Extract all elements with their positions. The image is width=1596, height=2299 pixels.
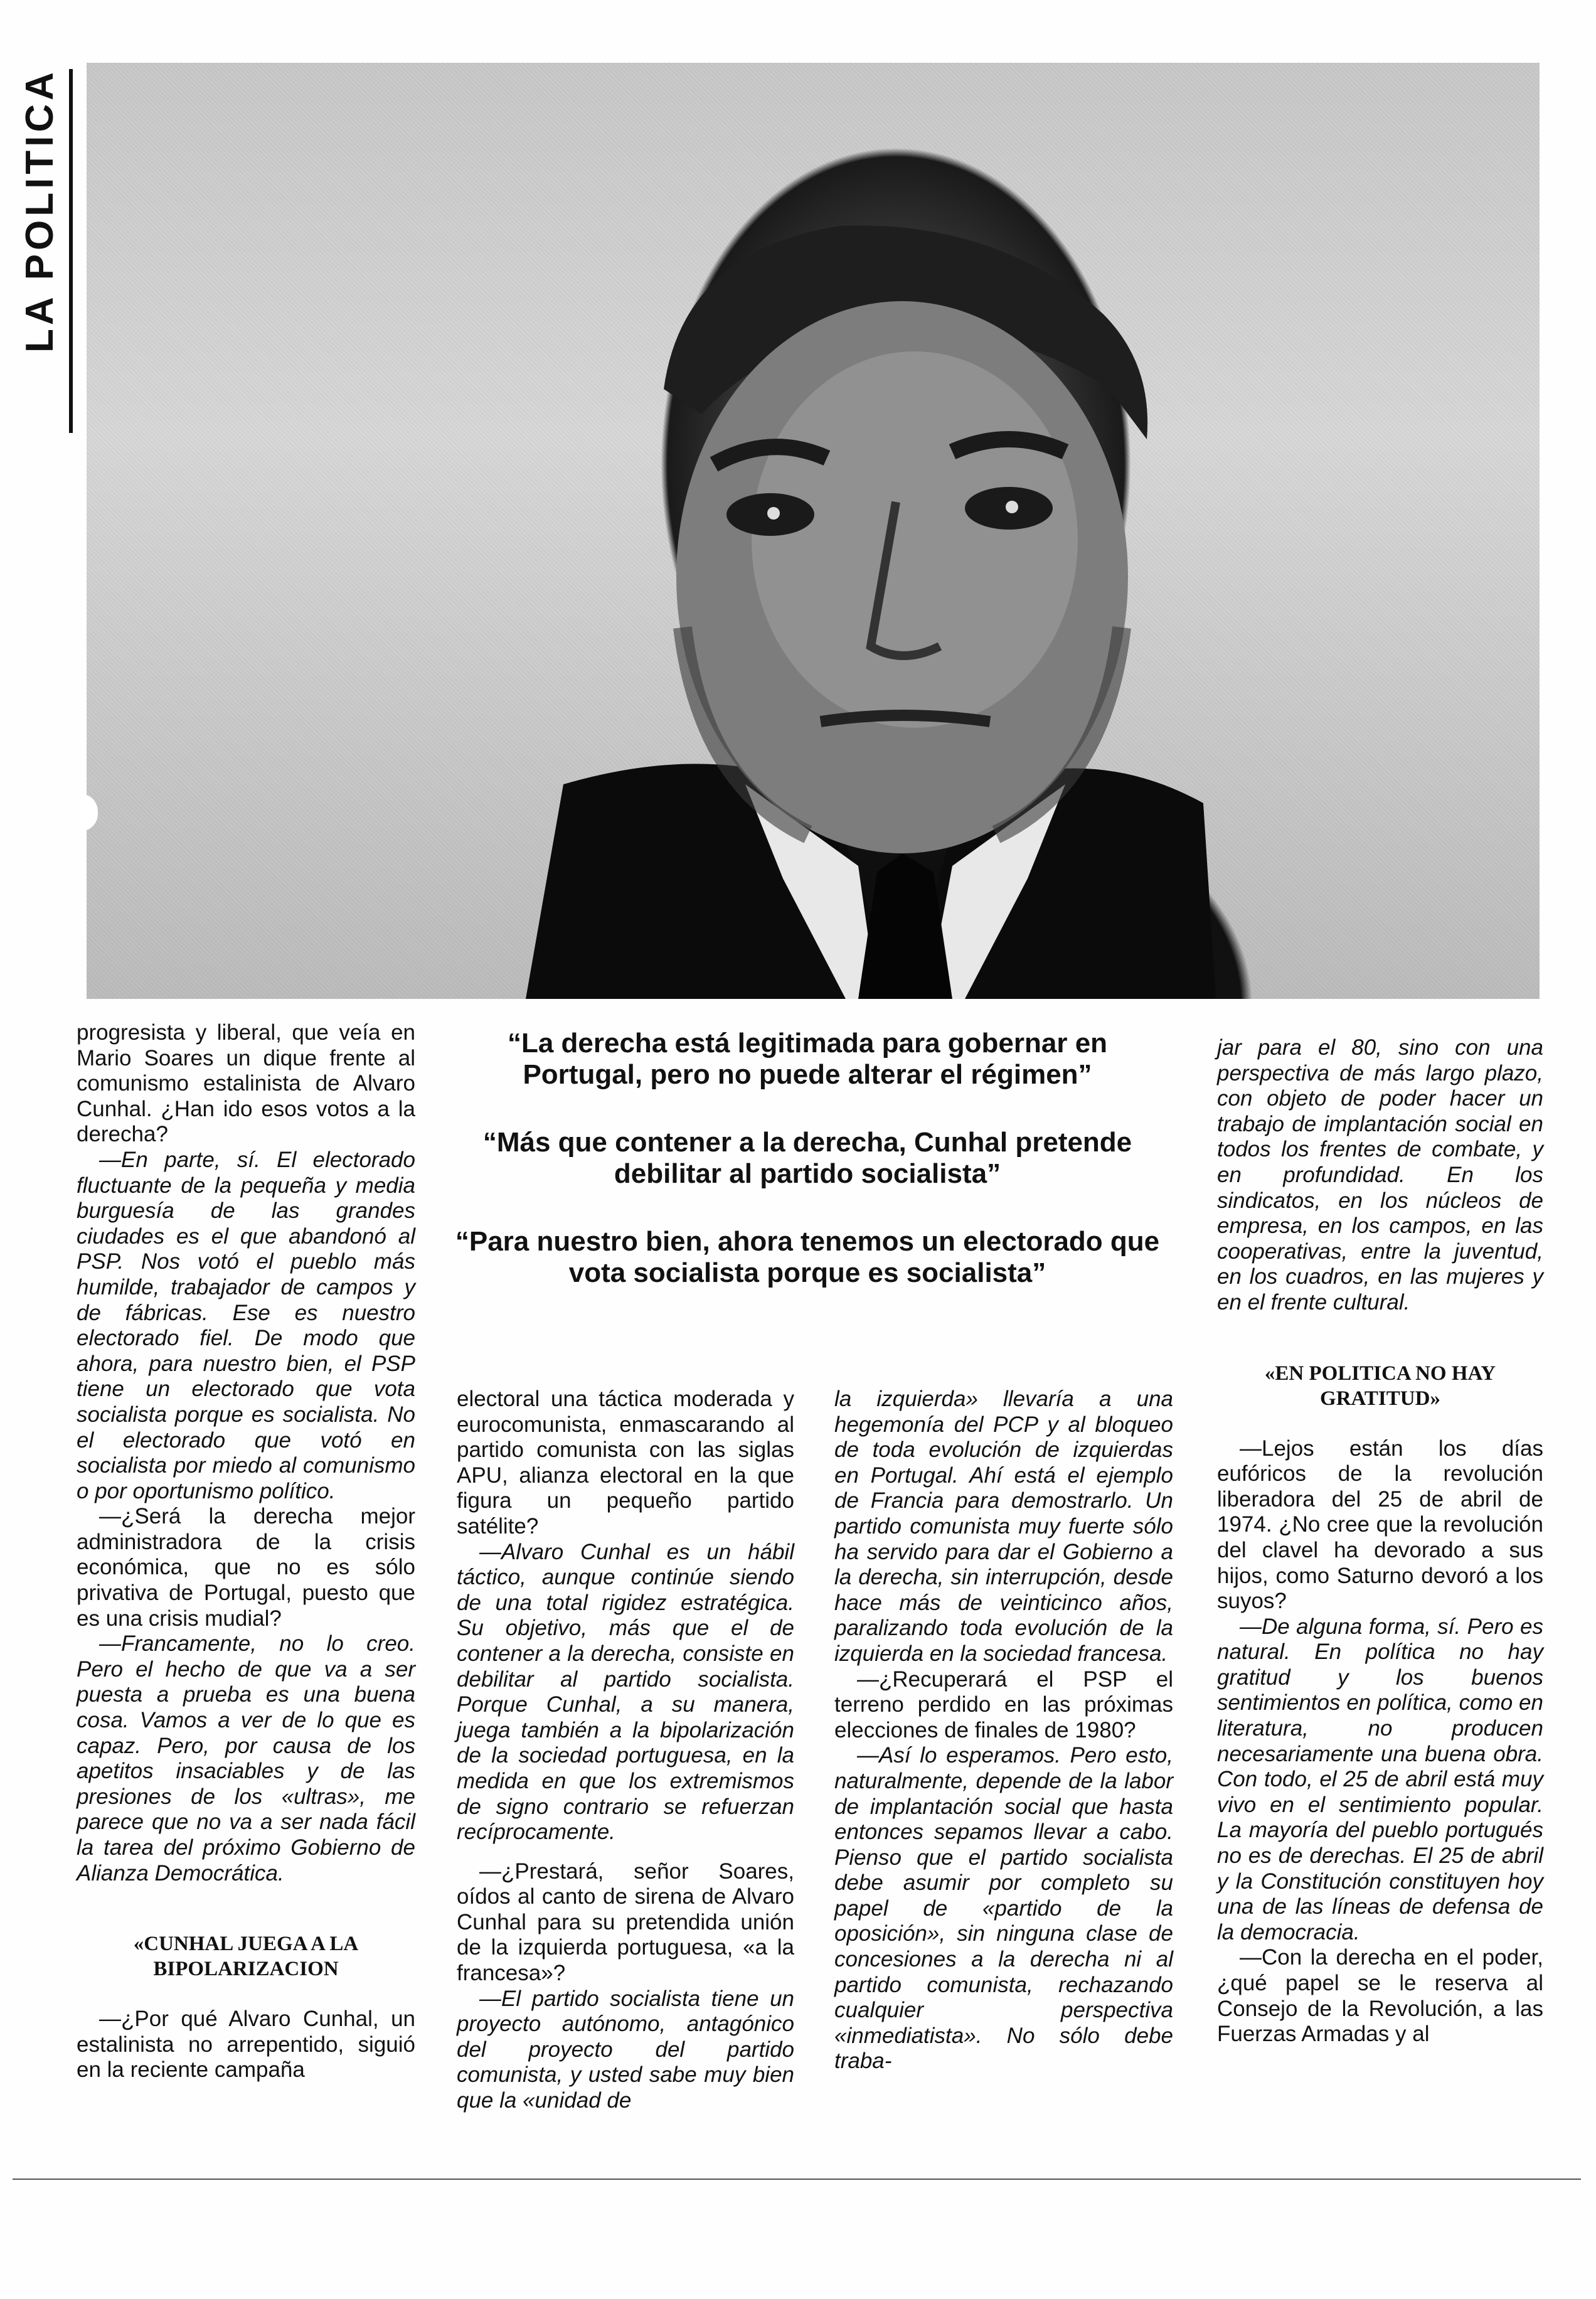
section-divider bbox=[69, 69, 73, 433]
col2-paragraph-2: —Alvaro Cunhal es un hábil táctico, aunque continúe siendo de una total rigidez estratégica. Su objetivo, más que el de contener a la derecha, consiste en debilitar al partido socialista. Porque Cunhal, a su manera, juega también a la bipolarización de la sociedad portuguesa, en la medida en que los extremismos de signo contrario se refuerzan recíprocamente. bbox=[457, 1539, 794, 1845]
col4-paragraph-2: —Lejos están los días eufóricos de la revolución liberadora del 25 de abril de 1974. ¿No cree que la revolución del clavel ha devorado a sus hijos, como Saturno devoró a los suyos? bbox=[1217, 1436, 1543, 1614]
pull-quote-3: “Para nuestro bien, ahora tenemos un electorado que vota socialista porque es socialista” bbox=[455, 1226, 1160, 1288]
column-3 bbox=[834, 1387, 1173, 2074]
portrait-photo-icon bbox=[87, 63, 1540, 999]
pull-quotes bbox=[447, 1028, 1168, 1325]
col3-paragraph-2: —¿Recuperará el PSP el terreno perdido en las próximas elecciones de finales de 1980? bbox=[834, 1667, 1173, 1742]
column-1 bbox=[77, 1020, 415, 2083]
col1-paragraph-1: progresista y liberal, que veía en Mario Soares un dique frente al comunismo estalinista de Alvaro Cunhal. ¿Han ido esos votos a la derecha? bbox=[77, 1020, 415, 1147]
col3-paragraph-1: la izquierda» llevaría a una hegemonía del PCP y al bloqueo de toda evolución de izquierdas en Portugal. Ahí está el ejemplo de Francia para demostrarlo. Un partido comunista muy fuerte sólo ha servido para dar el Gobierno a la derecha, sin interrupción, desde hace más de veinticinco años, paralizando toda evolución de la izquierda en la sociedad francesa. bbox=[834, 1387, 1173, 1666]
pull-quote-1: “La derecha está legitimada para gobernar en Portugal, pero no puede alterar el régimen” bbox=[507, 1028, 1108, 1090]
col4-paragraph-1: jar para el 80, sino con una perspectiva de más largo plazo, con objeto de poder hacer un trabajo de implantación social en todos los frentes de combate, y en profundidad. En los sindicatos, en los núcleos de empresa, en los campos, en las cooperativas, entre la juventud, en los cuadros, en las mujeres y en el frente cultural. bbox=[1217, 1035, 1543, 1315]
column-4 bbox=[1217, 1035, 1543, 2047]
col1-paragraph-2: —En parte, sí. El electorado fluctuante de la pequeña y media burguesía de las grandes ciudades es el que abandonó al PSP. Nos votó el pueblo más humilde, trabajador de campos y de fábricas. Ese es nuestro electorado fiel. De modo que ahora, para nuestro bien, el PSP tiene un electorado que vota socialista porque es socialista. No el electorado que votó en socialista por miedo al comunismo o por oportunismo político. bbox=[77, 1147, 415, 1503]
col1-paragraph-4: —Francamente, no lo creo. Pero el hecho de que va a ser puesta a prueba es una buena cosa. Vamos a ver de lo que es capaz. Pero, por causa de los apetitos insaciables y de las presiones de los «ultras», me parece que no va a ser nada fácil la tarea del próximo Gobierno de Alianza Democrática. bbox=[77, 1631, 415, 1886]
col3-paragraph-3: —Así lo esperamos. Pero esto, naturalmente, depende de la labor de implantación social que hasta entonces sepamos llevar a cabo. Pienso que el partido socialista debe asumir por completo su papel de «partido de la oposición», sin ninguna clase de concesiones a la derecha ni al partido comunista, rechazando cualquier perspectiva «inmediatista». No sólo debe traba- bbox=[834, 1743, 1173, 2074]
pull-quote-2: “Más que contener a la derecha, Cunhal pretende debilitar al partido socialista” bbox=[482, 1127, 1132, 1189]
col2-paragraph-3: —¿Prestará, señor Soares, oídos al canto de sirena de Alvaro Cunhal para su pretendida unión de la izquierda portuguesa, «a la francesa»? bbox=[457, 1859, 794, 1986]
col1-paragraph-5: —¿Por qué Alvaro Cunhal, un estalinista no arrepentido, siguió en la reciente campaña bbox=[77, 2007, 415, 2083]
col4-subhead: «EN POLITICA NO HAY GRATITUD» bbox=[1264, 1362, 1496, 1410]
col2-paragraph-4: —El partido socialista tiene un proyecto autónomo, antagónico del proyecto del partido comunista, y usted sabe muy bien que la «unidad de bbox=[457, 1986, 794, 2113]
col4-paragraph-3: —De alguna forma, sí. Pero es natural. En política no hay gratitud y los buenos sentimientos en política, como en literatura, no producen necesariamente una buena obra. Con todo, el 25 de abril está muy vivo en el sentimiento popular. La mayoría del pueblo portugués no es de derechas. El 25 de abril y la Constitución constituyen hoy una de las líneas de defensa de la democracia. bbox=[1217, 1614, 1543, 1944]
column-2 bbox=[457, 1387, 794, 2114]
portrait-photo bbox=[87, 63, 1540, 999]
section-label: LA POLITICA bbox=[18, 68, 61, 353]
col4-paragraph-4: —Con la derecha en el poder, ¿qué papel se le reserva al Consejo de la Revolución, a las Fuerzas Armadas y al bbox=[1217, 1945, 1543, 2047]
bottom-rule bbox=[13, 2179, 1581, 2180]
col1-paragraph-3: —¿Será la derecha mejor administradora de la crisis económica, que no es sólo privativa de Portugal, puesto que es una crisis mudial? bbox=[77, 1504, 415, 1631]
col1-subhead: «CUNHAL JUEGA A LA BIPOLARIZACION bbox=[133, 1933, 359, 1981]
col2-paragraph-1: electoral una táctica moderada y eurocomunista, enmascarando al partido comunista con las siglas APU, alianza electoral en la que figura un pequeño partido satélite? bbox=[457, 1387, 794, 1539]
